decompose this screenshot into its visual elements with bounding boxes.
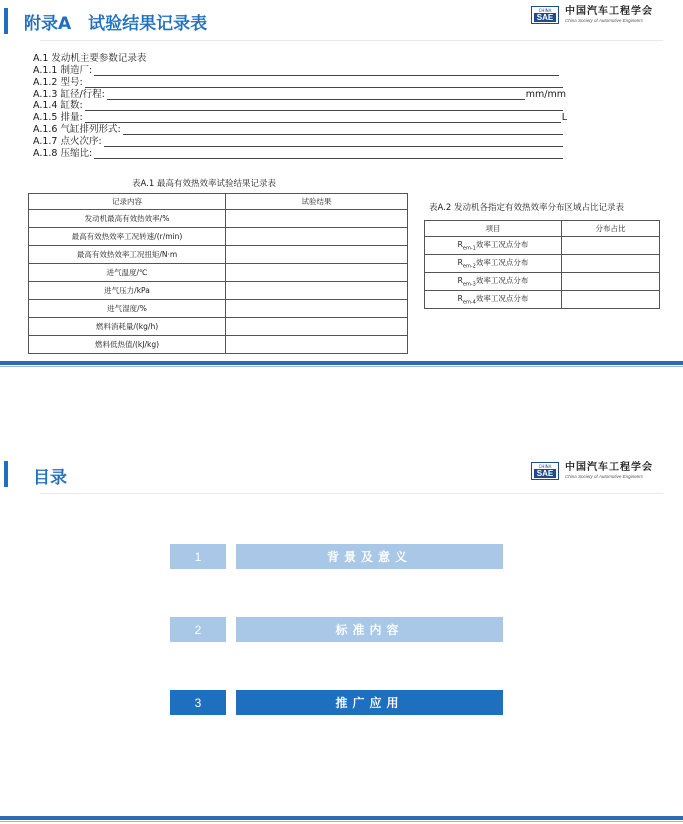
logo-name-cn: 中国汽车工程学会 (565, 6, 653, 17)
field-displacement: A.1.5 排量: L (33, 112, 567, 123)
csae-logo (531, 6, 653, 24)
bottom-accent-bar (0, 816, 683, 820)
result-cell[interactable] (562, 291, 660, 309)
table1-caption: 表A.1 最高有效热效率试验结果记录表 (132, 179, 276, 189)
fill-line (94, 67, 559, 76)
toc-slide (0, 452, 683, 824)
toc-number-1[interactable]: 1 (170, 544, 226, 569)
bottom-accent-bar (0, 361, 683, 365)
page-title: 附录A 试验结果记录表 (24, 14, 208, 34)
table-row-label: 最高有效热效率工况扭矩/N·m (29, 246, 226, 264)
result-cell[interactable] (562, 273, 660, 291)
fill-line (85, 114, 561, 123)
table-row-label: 燃料消耗量/(kg/h) (29, 318, 226, 336)
result-cell[interactable] (226, 300, 408, 318)
table2-caption: 表A.2 发动机各指定有效热效率分布区域占比记录表 (429, 203, 624, 213)
appendix-slide (0, 0, 683, 368)
table-row-label: $R_{em-1}$效率工况点分布 (425, 237, 562, 255)
table-row-label: 燃料低热值/(kJ/kg) (29, 336, 226, 354)
field-firing-order: A.1.7 点火次序: (33, 136, 563, 147)
result-cell[interactable] (226, 318, 408, 336)
toc-number-3[interactable]: 3 (170, 690, 226, 715)
title-accent-bar (4, 8, 8, 34)
toc-number-2[interactable]: 2 (170, 617, 226, 642)
table-row-label: $R_{em-2}$效率工况点分布 (425, 255, 562, 273)
result-cell[interactable] (226, 282, 408, 300)
fill-line (107, 91, 525, 100)
table-row-label: $R_{em-3}$效率工况点分布 (425, 273, 562, 291)
logo-name-en: China Society of Automotive Engineers (565, 474, 643, 479)
title-accent-bar (4, 461, 8, 487)
result-cell[interactable] (226, 264, 408, 282)
table-row-label: 最高有效热效率工况转速/(r/min) (29, 228, 226, 246)
fill-line (85, 79, 563, 88)
toc-item-background[interactable]: 背景及意义 (236, 544, 503, 569)
section-heading: A.1 发动机主要参数记录表 (33, 53, 147, 64)
table-row-label: 进气压力/kPa (29, 282, 226, 300)
sae-logo-icon: CHINA SAE (531, 6, 559, 24)
result-cell[interactable] (226, 228, 408, 246)
bottom-accent-line (0, 366, 683, 367)
result-cell[interactable] (562, 255, 660, 273)
table-row-label: 发动机最高有效热效率/% (29, 210, 226, 228)
table-row-label: 进气湿度/% (29, 300, 226, 318)
sae-logo-icon: CHINA SAE (531, 462, 559, 480)
table-header: 记录内容 (29, 194, 226, 210)
table-row-label: 进气温度/℃ (29, 264, 226, 282)
field-cylinder-arrangement: A.1.6 气缸排列形式: (33, 124, 563, 135)
field-bore-stroke: A.1.3 缸径/行程: mm/mm (33, 89, 566, 100)
bottom-accent-line (0, 821, 683, 822)
thermal-efficiency-table (28, 193, 408, 354)
fill-line (85, 102, 563, 111)
table-row-label: $R_{em-4}$效率工况点分布 (425, 291, 562, 309)
fill-line (94, 150, 563, 159)
result-cell[interactable] (562, 237, 660, 255)
csae-logo (531, 462, 653, 480)
title-divider (40, 40, 663, 41)
efficiency-distribution-table (424, 220, 660, 309)
result-cell[interactable] (226, 210, 408, 228)
logo-name-en: China Society of Automotive Engineers (565, 18, 643, 23)
title-divider (40, 493, 663, 494)
field-manufacturer: A.1.1 制造厂: (33, 65, 559, 76)
toc-item-application[interactable]: 推广应用 (236, 690, 503, 715)
field-compression-ratio: A.1.8 压缩比: (33, 148, 563, 159)
table-header: 分布占比 (562, 221, 660, 237)
field-model: A.1.2 型号: (33, 77, 563, 88)
table-header: 项目 (425, 221, 562, 237)
fill-line (104, 138, 563, 147)
result-cell[interactable] (226, 336, 408, 354)
result-cell[interactable] (226, 246, 408, 264)
fill-line (123, 126, 563, 135)
table-header: 试验结果 (226, 194, 408, 210)
logo-name-cn: 中国汽车工程学会 (565, 462, 653, 473)
field-cylinders: A.1.4 缸数: (33, 100, 563, 111)
toc-item-content[interactable]: 标准内容 (236, 617, 503, 642)
page-title: 目录 (33, 468, 67, 488)
